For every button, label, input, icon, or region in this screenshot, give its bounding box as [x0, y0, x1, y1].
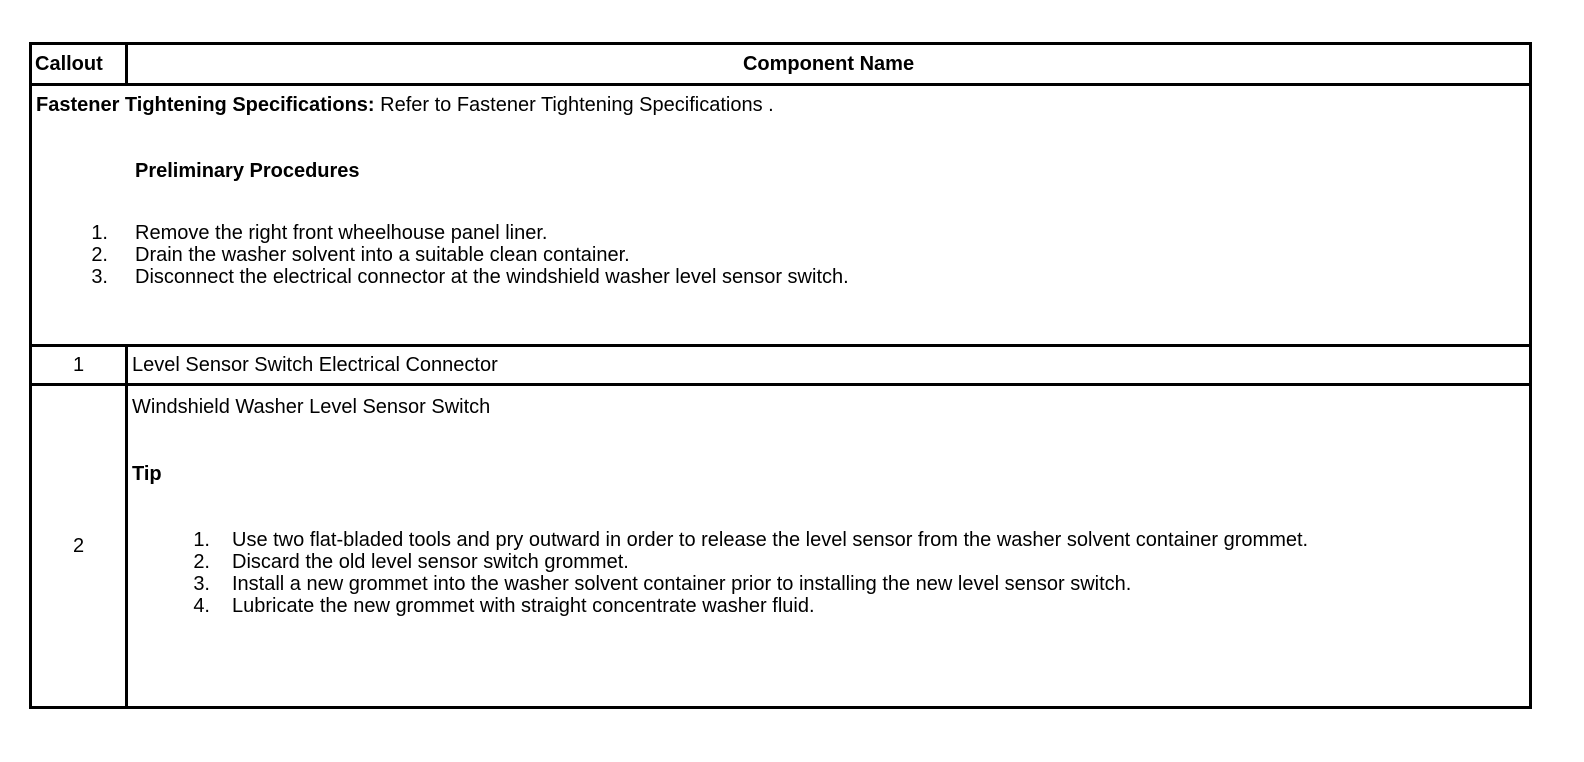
preliminary-step: [32, 266, 1432, 288]
step-text: Drain the washer solvent into a suitable clean container.: [135, 244, 630, 266]
component-name: Windshield Washer Level Sensor Switch: [132, 396, 491, 418]
tip-step: [128, 529, 1523, 551]
step-number: 2.: [193, 551, 210, 573]
step-number: 2.: [91, 244, 108, 266]
step-text: Use two flat-bladed tools and pry outward in order to release the level sensor from the washer solvent container grommet.: [232, 529, 1309, 551]
tip-step: [128, 595, 1523, 617]
callout-column-header: Callout: [31, 44, 127, 85]
callout-number: 2: [31, 385, 127, 708]
component-detail-cell: [127, 385, 1531, 708]
fastener-spec-cell: [31, 85, 1531, 346]
preliminary-step: [32, 222, 1432, 244]
fastener-spec-reference: Refer to Fastener Tightening Specifications .: [374, 94, 774, 116]
preliminary-procedures-title: Preliminary Procedures: [135, 160, 360, 182]
step-number: 1.: [91, 222, 108, 244]
component-name-column-header: Component Name: [127, 44, 1531, 85]
preliminary-step: [32, 244, 1432, 266]
fastener-spec-label: Fastener Tightening Specifications:: [36, 94, 375, 116]
step-number: 1.: [193, 529, 210, 551]
tip-title: Tip: [132, 463, 162, 485]
component-name: Level Sensor Switch Electrical Connector: [127, 346, 1531, 385]
step-number: 3.: [91, 266, 108, 288]
procedure-table: [29, 42, 1532, 709]
preliminary-steps-list: [32, 222, 1432, 288]
table-row: [31, 346, 1531, 385]
step-text: Remove the right front wheelhouse panel liner.: [135, 222, 548, 244]
fastener-spec-line: [36, 94, 774, 117]
fastener-spec-row: [31, 85, 1531, 346]
table-row: [31, 385, 1531, 708]
step-text: Disconnect the electrical connector at the windshield washer level sensor switch.: [135, 266, 849, 288]
tip-steps-list: [128, 529, 1523, 617]
header-row: [31, 44, 1531, 85]
step-number: 3.: [193, 573, 210, 595]
step-text: Discard the old level sensor switch grommet.: [232, 551, 629, 573]
step-text: Lubricate the new grommet with straight concentrate washer fluid.: [232, 595, 815, 617]
step-number: 4.: [193, 595, 210, 617]
step-text: Install a new grommet into the washer solvent container prior to installing the new level sensor switch.: [232, 573, 1132, 595]
tip-step: [128, 551, 1523, 573]
tip-step: [128, 573, 1523, 595]
callout-number: 1: [31, 346, 127, 385]
